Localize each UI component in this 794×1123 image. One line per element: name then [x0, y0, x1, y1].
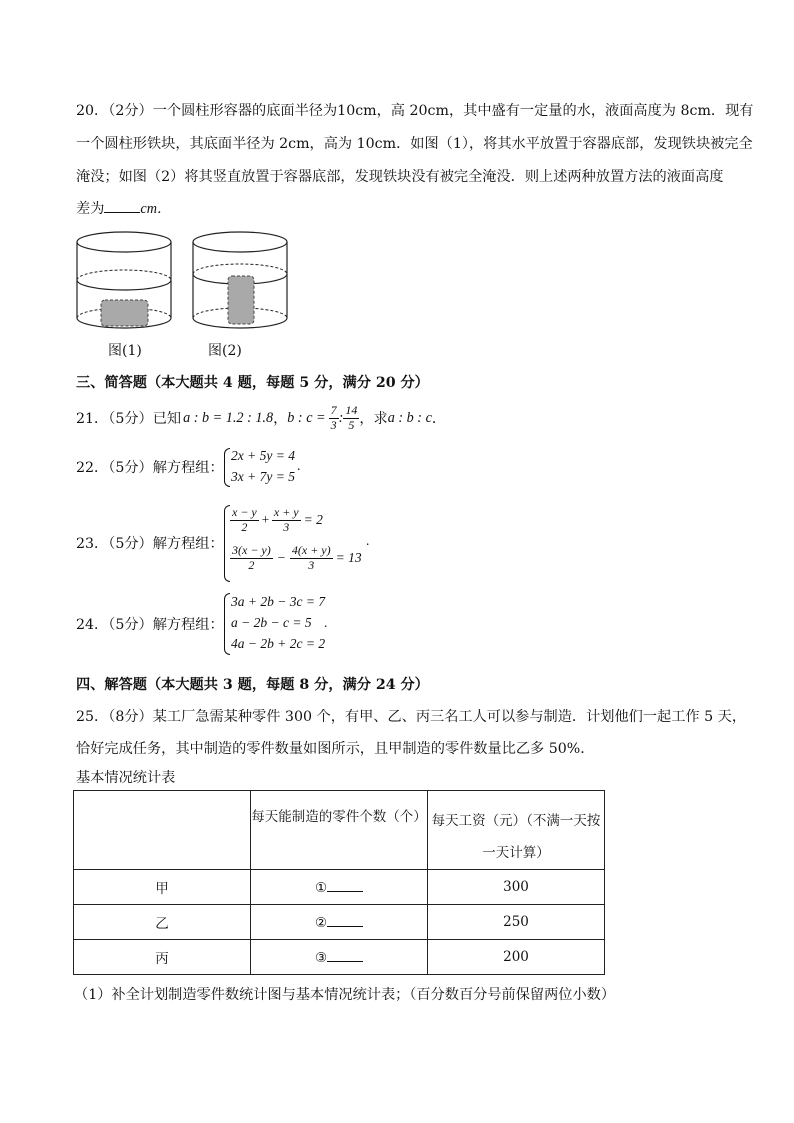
q24-eq3: 4a − 2b + 2c = 2: [231, 636, 326, 651]
q25-line2: 恰好完成任务，其中制造的零件数量如图所示，且甲制造的零件数量比乙多 50%．: [76, 741, 595, 757]
answer-blank[interactable]: [104, 200, 140, 213]
table-row: [74, 905, 605, 940]
q20-line1: 20．（2分）一个圆柱形容器的底面半径为10cm，高 20cm，其中盛有一定量的水，液面高度为 8cm．现有: [76, 103, 754, 119]
q21-prefix: 21．（5分）已知: [76, 411, 182, 427]
q22-eq1: 2x + 5y = 4: [231, 448, 295, 463]
q21-ask: ，求: [359, 411, 388, 427]
header-empty-cell: [74, 791, 251, 870]
figure-2-label: 图(2): [208, 343, 242, 359]
q25-line1: 25．（8分）某工厂急需某种零件 300 个，有甲、乙、丙三名工人可以参与制造．计划他们一起工作 5 天，: [76, 709, 747, 725]
header-parts-per-day: 每天能制造的零件个数（个）: [251, 791, 428, 870]
stats-table: [73, 790, 605, 975]
q23-row2: $\frac{3(x - y)}{2}$ − $\frac{4(x + y)}{3}$ = 13: [232, 543, 362, 572]
q21-fraction-2: $\frac{14}{5}$: [345, 402, 358, 432]
wage-cell: 300: [428, 870, 605, 905]
worker-name: 乙: [74, 905, 251, 940]
wage-cell: 250: [428, 905, 605, 940]
q22-brace: [224, 448, 230, 487]
q24-brace: [224, 593, 230, 655]
q22-eq2: 3x + 7y = 5: [231, 469, 295, 484]
q20-unit: cm．: [140, 201, 172, 217]
q21: [76, 403, 446, 433]
worker-name: 甲: [74, 870, 251, 905]
q23-r1-frac2: $\frac{x + y}{3}$: [273, 505, 299, 534]
table-row: [74, 870, 605, 905]
table-header-row: [74, 791, 605, 870]
parts-cell[interactable]: ③: [251, 940, 428, 975]
q22-prefix: 22．（5分）解方程组：: [76, 460, 224, 476]
q24-end: .: [324, 615, 328, 630]
table-title: 基本情况统计表: [76, 770, 176, 786]
answer-blank[interactable]: [327, 914, 363, 927]
q23-r1-frac1: $\frac{x - y}{2}$: [232, 505, 257, 534]
answer-blank[interactable]: [327, 949, 363, 962]
q23-row1: $\frac{x - y}{2}$ + $\frac{x + y}{3}$ = 2: [232, 505, 323, 534]
q23-prefix: 23．（5分）解方程组：: [76, 536, 224, 552]
q20-line3: 淹没；如图（2）将其竖直放置于容器底部，发现铁块没有被完全淹没．则上述两种放置方法的液面高度: [76, 169, 724, 185]
wage-cell: 200: [428, 940, 605, 975]
answer-blank[interactable]: [327, 879, 363, 892]
q23-end: .: [366, 533, 370, 548]
figure-2-cylinder: [193, 232, 287, 328]
q25-sub1: （1）补全计划制造零件数统计图与基本情况统计表；（百分数百分号前保留两位小数）: [74, 987, 616, 1003]
figure-1-label: 图(1): [108, 343, 142, 359]
q20-line4: [76, 198, 171, 218]
section-4-heading: 四、解答题（本大题共 3 题，每题 8 分，满分 24 分）: [76, 677, 429, 693]
cylinder-figures: [70, 226, 310, 336]
header-daily-wage: 每天工资（元）（不满一天按 一天计算）: [428, 791, 605, 870]
q21-abc: a : b : c: [387, 409, 432, 426]
q21-fraction-1: $\frac{7}{3}$: [330, 402, 337, 432]
worker-name: 丙: [74, 940, 251, 975]
q24-prefix: 24．（5分）解方程组：: [76, 617, 224, 633]
q24-eq1: 3a + 2b − 3c = 7: [231, 594, 326, 609]
section-3-heading: 三、简答题（本大题共 4 题，每题 5 分，满分 20 分）: [76, 375, 429, 391]
q22-end: .: [297, 458, 301, 473]
parts-cell[interactable]: ②: [251, 905, 428, 940]
q21-end: ．: [431, 411, 447, 427]
q23-r2-frac2: $\frac{4(x + y)}{3}$: [291, 543, 331, 572]
q20-line4-prefix: 差为: [76, 201, 105, 217]
q20-line2: 一个圆柱形铁块，其底面半径为 2cm，高为 10cm．如图（1），将其水平放置于容器底部，发现铁块被完全: [76, 136, 753, 152]
figure-1-cylinder: [77, 232, 171, 328]
q21-comma: ，: [273, 411, 288, 427]
q23-r2-frac1: $\frac{3(x - y)}{2}$: [232, 543, 271, 572]
q24-eq2: a − 2b − c = 5: [231, 615, 312, 630]
table-row: [74, 940, 605, 975]
q21-bc-label: b : c =: [287, 409, 326, 426]
q21-colon: :: [338, 409, 344, 426]
parts-cell[interactable]: ①: [251, 870, 428, 905]
q21-ab-ratio: a : b = 1.2 : 1.8: [183, 409, 274, 426]
